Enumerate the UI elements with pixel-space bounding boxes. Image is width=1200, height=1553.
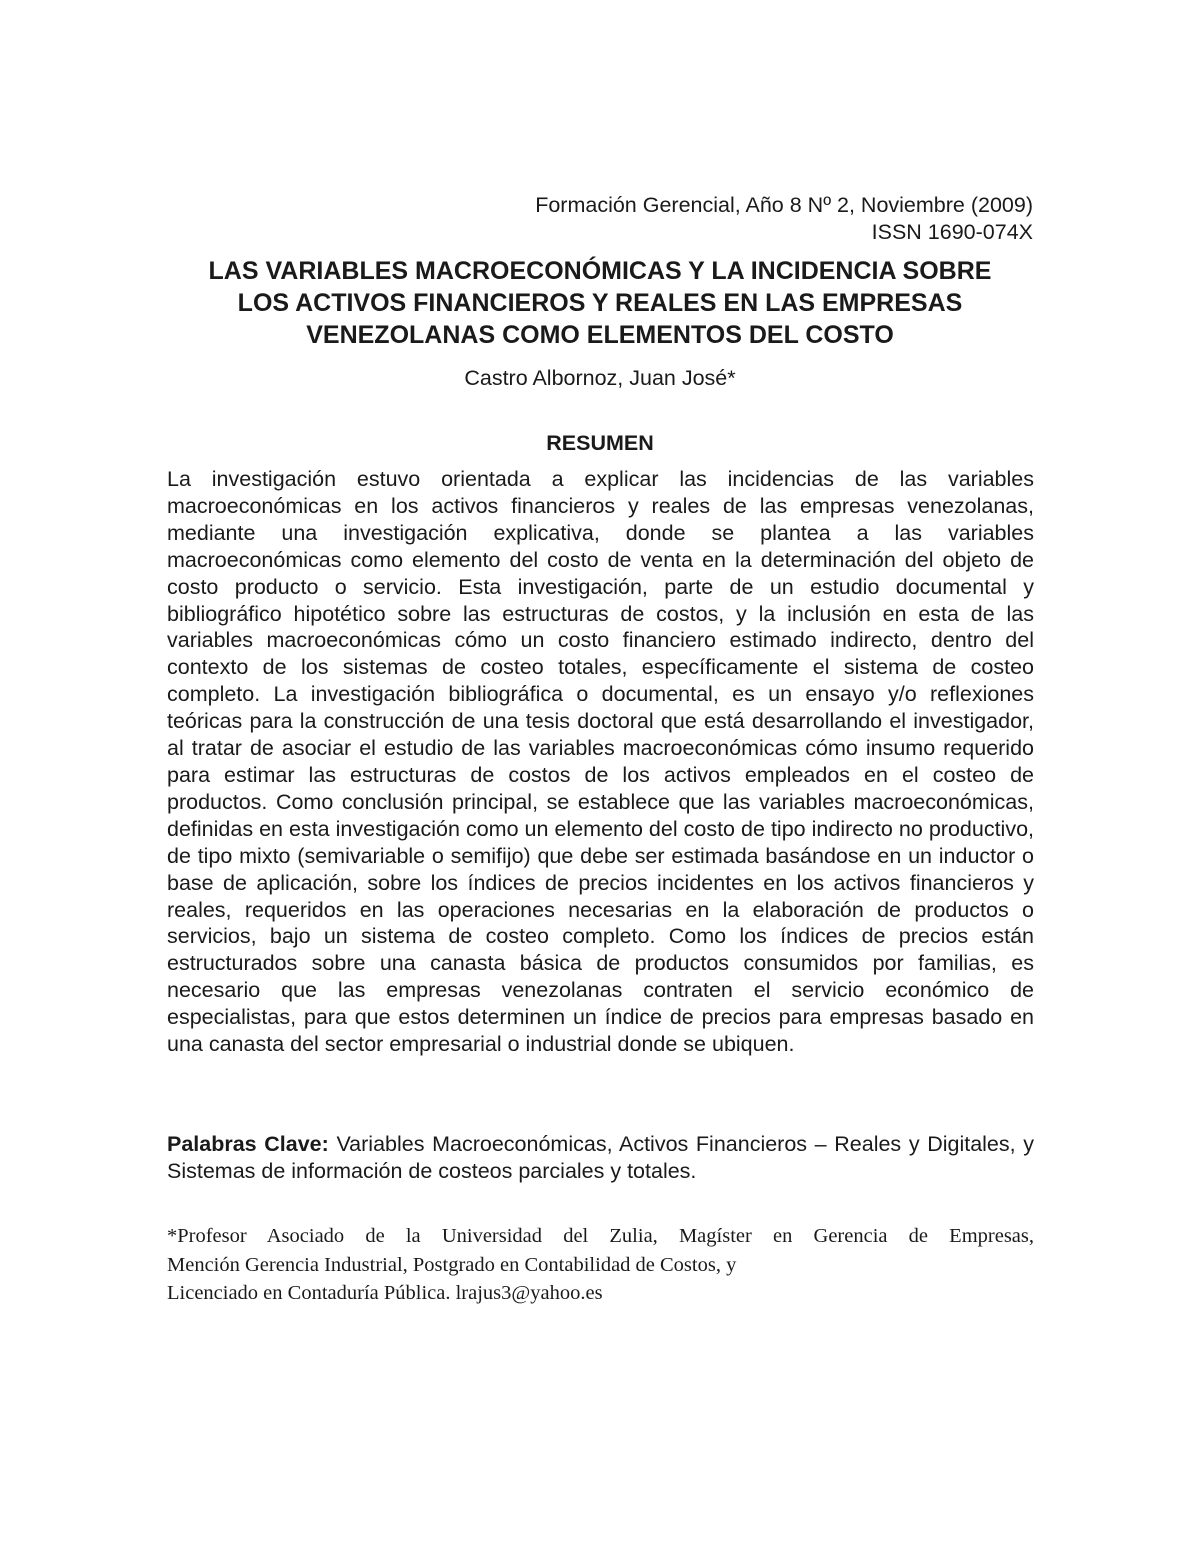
author-footnote	[167, 1222, 1034, 1308]
title-line: LOS ACTIVOS FINANCIEROS Y REALES EN LAS EMPRESAS	[237, 289, 963, 317]
journal-citation: Formación Gerencial, Año 8 Nº 2, Noviembre (2009)	[535, 193, 1033, 217]
keywords-label: Palabras Clave:	[167, 1132, 329, 1156]
footnote-line: *Profesor Asociado de la Universidad del Zulia, Magíster en Gerencia de Empresas,	[167, 1225, 1034, 1247]
keywords-text: Variables Macroeconómicas, Activos Financieros – Reales y Digitales, y Sistemas de información de costeos parciales y totales.	[167, 1132, 1034, 1183]
title-line: VENEZOLANAS COMO ELEMENTOS DEL COSTO	[306, 321, 894, 349]
footnote-line: Licenciado en Contaduría Pública. lrajus3@yahoo.es	[167, 1282, 603, 1304]
paper-title	[150, 255, 1050, 351]
issn: ISSN 1690-074X	[871, 220, 1033, 244]
keywords	[167, 1131, 1034, 1185]
journal-header	[535, 192, 1033, 246]
title-line: LAS VARIABLES MACROECONÓMICAS Y LA INCIDENCIA SOBRE	[208, 257, 992, 285]
footnote-line: Mención Gerencia Industrial, Postgrado en Contabilidad de Costos, y	[167, 1253, 737, 1276]
abstract-text: La investigación estuvo orientada a explicar las incidencias de las variables macroeconómicas en los activos financieros y reales de las empresas venezolanas, mediante una investigación explicativa, donde se plantea a las variables macroeconómicas como elemento del costo de venta en la determinación del objeto de costo producto o servicio. Esta investigación, parte de un estudio documental y bibliográfico hipotético sobre las estructuras de costos, y la inclusión en esta de las variables macroeconómicas cómo un costo financiero estimado indirecto, dentro del contexto de los sistemas de costeo totales, específicamente el sistema de costeo completo. La investigación bibliográfica o documental, es un ensayo y/o reflexiones teóricas para la construcción de una tesis doctoral que está desarrollando el investigador, al tratar de asociar el estudio de las variables macroeconómicas cómo insumo requerido para estimar las estructuras de costos de los activos empleados en el costeo de productos. Como conclusión principal, se establece que las variables macroeconómicas, definidas en esta investigación como un elemento del costo de tipo indirecto no productivo, de tipo mixto (semivariable o semifijo) que debe ser estimada basándose en un inductor o base de aplicación, sobre los índices de precios incidentes en los activos financieros y reales, requeridos en las operaciones necesarias en la elaboración de productos o servicios, bajo un sistema de costeo completo. Como los índices de precios están estructurados sobre una canasta básica de productos consumidos por familias, es necesario que las empresas venezolanas contraten el servicio económico de especialistas, para que estos determinen un índice de precios para empresas basado en una canasta del sector empresarial o industrial donde se ubiquen.	[167, 467, 1034, 1057]
abstract-heading: RESUMEN	[546, 431, 654, 455]
author: Castro Albornoz, Juan José*	[464, 366, 736, 390]
